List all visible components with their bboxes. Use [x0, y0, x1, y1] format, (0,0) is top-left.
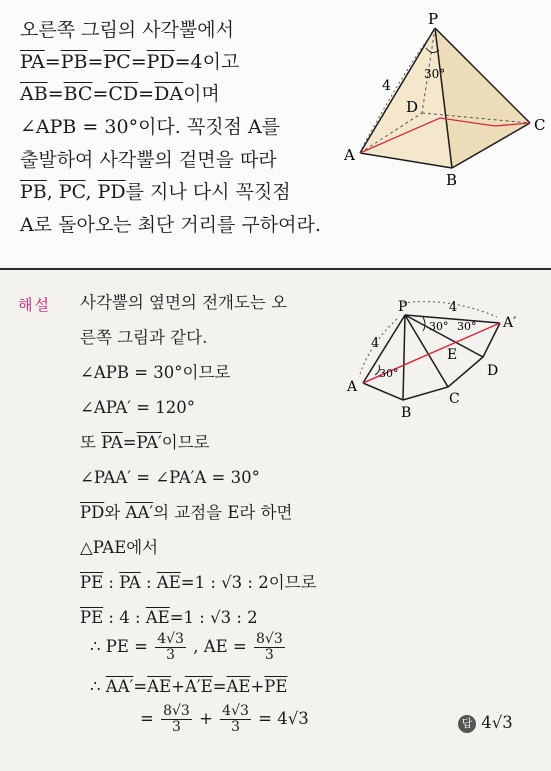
net-label-angle-3: 30°: [379, 367, 399, 380]
fraction-8root3: $\frac{8√3}{3}$: [163, 703, 190, 735]
solution-line-6: ∠PAA′ = ∠PA′A = 30°: [80, 468, 260, 487]
pyramid-figure: [340, 8, 550, 188]
problem-line-3: $\overline{AB}=\overline{BC}=\overline{CD}=\overline{DA}$이며: [20, 83, 220, 105]
net-label-angle-2: 30°: [457, 320, 477, 333]
label-angle: 30°: [424, 67, 446, 81]
answer-mark-icon: 답: [458, 715, 476, 733]
label-C: C: [534, 116, 546, 134]
solution-line-10: $\overline{PE}$ : 4 : $\overline{AE}=1$ : √3 : 2: [80, 608, 258, 627]
net-label-A: A: [347, 379, 358, 395]
solution-eq-aa: ∴ $AA'=\overline{AE}+A'E=\overline{AE}+\overline{PE}$: [90, 677, 288, 696]
answer-value: 4√3: [481, 713, 513, 732]
net-label-P: P: [398, 299, 408, 315]
solution-line-7: $\overline{PD}$와 AA′의 교점을 E라 하면: [80, 503, 293, 522]
fraction-ae: $\frac{8√3}{3}$: [256, 631, 283, 663]
net-label-D: D: [487, 363, 499, 379]
solution-eq-pe: ∴ PE = $\frac{4√3}{3}$ , AE = $\frac{8√3}{3}$: [90, 631, 283, 663]
net-label-C: C: [449, 391, 460, 407]
problem-line-5: 출발하여 사각뿔의 겉면을 따라: [20, 149, 277, 171]
problem-line-4: ∠APB = 30°이다. 꼭짓점 A를: [20, 116, 281, 138]
solution-line-8: △PAE에서: [80, 538, 159, 557]
solution-line-1: 사각뿔의 옆면의 전개도는 오: [80, 293, 288, 312]
problem-section: [0, 0, 551, 268]
solution-section: [0, 270, 551, 771]
problem-line-6: $\overline{PB}$, $\overline{PC}$, $\overline{PD}$를 지나 다시 꼭짓점: [20, 181, 291, 203]
solution-line-9: $\overline{PE}$ : $\overline{PA}$ : $\overline{AE}=1$ : √3 : 2이므로: [80, 573, 317, 592]
net-figure: [345, 295, 545, 430]
label-D: D: [406, 98, 419, 116]
net-label-B: B: [401, 405, 412, 421]
solution-line-4: ∠APA′ = 120°: [80, 398, 196, 417]
fraction-4root3: $\frac{4√3}{3}$: [222, 703, 249, 735]
problem-line-1: 오른쪽 그림의 사각뿔에서: [20, 19, 234, 41]
solution-line-3: ∠APB = 30°이므로: [80, 363, 231, 382]
solution-eq-final: = $\frac{8√3}{3}$ + $\frac{4√3}{3}$ = 4√3: [140, 703, 309, 735]
problem-line-2: $\overline{PA}=\overline{PB}=\overline{PC}=\overline{PD}=4$이고: [20, 51, 240, 73]
net-label-edge-left: 4: [371, 336, 380, 351]
solution-tag: 해설: [18, 296, 51, 314]
net-label-A-prime: A′: [503, 315, 517, 331]
label-P: P: [428, 10, 439, 28]
problem-line-7: A로 돌아오는 최단 거리를 구하여라.: [20, 214, 321, 236]
label-A: A: [344, 146, 355, 164]
net-label-E: E: [447, 347, 458, 363]
net-label-angle-1: 30°: [429, 320, 449, 333]
net-label-edge-top: 4: [449, 300, 458, 315]
solution-line-5: 또 $\overline{PA}=PA'$이므로: [80, 433, 210, 452]
label-B: B: [446, 171, 458, 188]
label-edge: 4: [382, 78, 391, 94]
fraction-pe: $\frac{4√3}{3}$: [157, 631, 184, 663]
answer: [458, 712, 513, 734]
solution-line-2: 른쪽 그림과 같다.: [80, 328, 208, 347]
